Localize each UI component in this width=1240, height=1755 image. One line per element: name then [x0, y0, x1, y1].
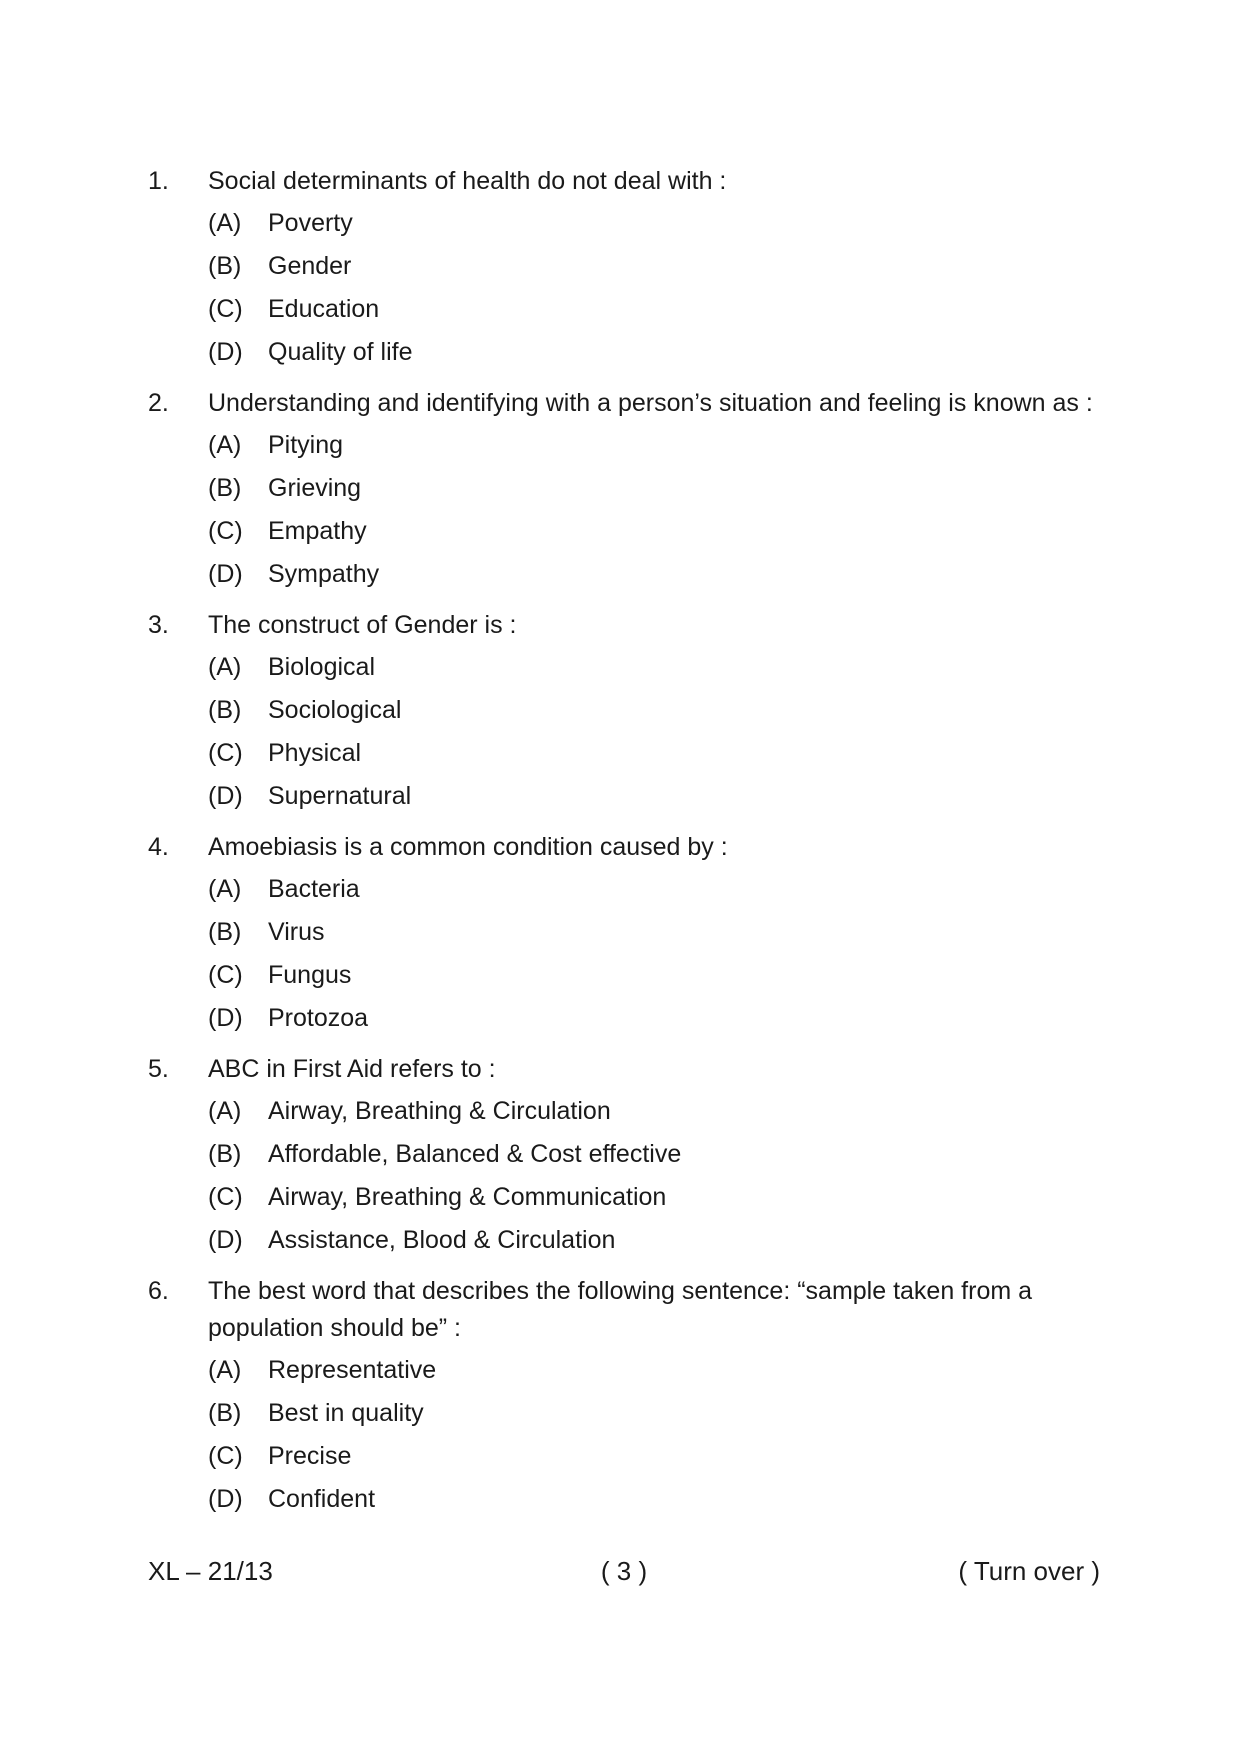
option-label: (A) — [208, 1097, 242, 1125]
option-a — [208, 649, 1108, 686]
option-text: Confident — [268, 1485, 376, 1513]
option-c — [208, 1179, 1108, 1216]
question-text: Social determinants of health do not deal with : — [208, 167, 727, 195]
option-d — [208, 1000, 1108, 1037]
option-label: (A) — [208, 209, 242, 237]
option-list — [208, 205, 1108, 371]
option-label: (A) — [208, 875, 242, 903]
option-text: Precise — [268, 1442, 352, 1470]
page-footer — [148, 1553, 1100, 1593]
option-label: (D) — [208, 1004, 243, 1032]
question-text: Understanding and identifying with a person’s situation and feeling is known as : — [208, 389, 1093, 417]
option-text: Airway, Breathing & Communication — [268, 1183, 667, 1211]
question-number: 5. — [148, 1055, 169, 1083]
option-a — [208, 1352, 1108, 1389]
option-text: Poverty — [268, 209, 353, 237]
option-label: (B) — [208, 696, 242, 724]
option-text: Virus — [268, 918, 325, 946]
option-b — [208, 1136, 1108, 1173]
question-text: The construct of Gender is : — [208, 611, 517, 639]
question-header — [148, 1051, 1108, 1088]
option-text: Sociological — [268, 696, 402, 724]
option-text: Best in quality — [268, 1399, 424, 1427]
option-b — [208, 248, 1108, 285]
question-3 — [148, 607, 1108, 815]
option-d — [208, 556, 1108, 593]
option-label: (C) — [208, 739, 243, 767]
question-text: The best word that describes the following sentence: “sample taken from a population should be” : — [208, 1277, 1033, 1342]
option-label: (A) — [208, 653, 242, 681]
question-header — [148, 1273, 1108, 1347]
option-b — [208, 914, 1108, 951]
option-list — [208, 871, 1108, 1037]
option-text: Quality of life — [268, 338, 413, 366]
option-label: (A) — [208, 1356, 242, 1384]
option-list — [208, 1352, 1108, 1518]
option-label: (C) — [208, 1442, 243, 1470]
option-d — [208, 334, 1108, 371]
question-header — [148, 163, 1108, 200]
option-label: (C) — [208, 1183, 243, 1211]
question-number: 4. — [148, 833, 169, 861]
option-label: (D) — [208, 338, 243, 366]
option-c — [208, 291, 1108, 328]
option-label: (B) — [208, 1140, 242, 1168]
option-list — [208, 427, 1108, 593]
option-text: Gender — [268, 252, 352, 280]
option-text: Affordable, Balanced & Cost effective — [268, 1140, 682, 1168]
option-text: Supernatural — [268, 782, 412, 810]
paper-code: XL – 21/13 — [148, 1556, 273, 1586]
option-label: (D) — [208, 1485, 243, 1513]
question-header — [148, 829, 1108, 866]
question-number: 2. — [148, 389, 169, 417]
question-1 — [148, 163, 1108, 371]
option-text: Fungus — [268, 961, 352, 989]
option-c — [208, 735, 1108, 772]
option-c — [208, 513, 1108, 550]
question-6 — [148, 1273, 1108, 1518]
option-label: (B) — [208, 474, 242, 502]
page-number: ( 3 ) — [600, 1556, 648, 1586]
option-d — [208, 1222, 1108, 1259]
option-d — [208, 778, 1108, 815]
option-label: (B) — [208, 918, 242, 946]
option-text: Sympathy — [268, 560, 380, 588]
option-label: (B) — [208, 252, 242, 280]
question-4 — [148, 829, 1108, 1037]
option-label: (D) — [208, 782, 243, 810]
option-label: (D) — [208, 1226, 243, 1254]
option-c — [208, 957, 1108, 994]
question-header — [148, 607, 1108, 644]
option-c — [208, 1438, 1108, 1475]
question-header — [148, 385, 1108, 422]
option-text: Pitying — [268, 431, 344, 459]
option-a — [208, 1093, 1108, 1130]
option-b — [208, 470, 1108, 507]
option-label: (C) — [208, 961, 243, 989]
option-label: (D) — [208, 560, 243, 588]
option-text: Education — [268, 295, 380, 323]
option-text: Bacteria — [268, 875, 360, 903]
question-list — [148, 163, 1108, 1532]
option-text: Airway, Breathing & Circulation — [268, 1097, 611, 1125]
option-d — [208, 1481, 1108, 1518]
option-text: Biological — [268, 653, 376, 681]
question-text: Amoebiasis is a common condition caused by : — [208, 833, 728, 861]
option-a — [208, 871, 1108, 908]
question-number: 6. — [148, 1277, 169, 1305]
option-list — [208, 1093, 1108, 1259]
option-label: (B) — [208, 1399, 242, 1427]
option-text: Empathy — [268, 517, 367, 545]
question-text: ABC in First Aid refers to : — [208, 1055, 496, 1083]
option-text: Grieving — [268, 474, 362, 502]
option-a — [208, 205, 1108, 242]
turn-over-note: ( Turn over ) — [958, 1556, 1100, 1586]
option-text: Assistance, Blood & Circulation — [268, 1226, 616, 1254]
option-text: Representative — [268, 1356, 437, 1384]
option-b — [208, 692, 1108, 729]
option-label: (C) — [208, 517, 243, 545]
option-text: Protozoa — [268, 1004, 369, 1032]
option-label: (C) — [208, 295, 243, 323]
option-a — [208, 427, 1108, 464]
question-number: 3. — [148, 611, 169, 639]
question-5 — [148, 1051, 1108, 1259]
option-text: Physical — [268, 739, 362, 767]
question-number: 1. — [148, 167, 169, 195]
option-label: (A) — [208, 431, 242, 459]
option-b — [208, 1395, 1108, 1432]
question-2 — [148, 385, 1108, 593]
option-list — [208, 649, 1108, 815]
